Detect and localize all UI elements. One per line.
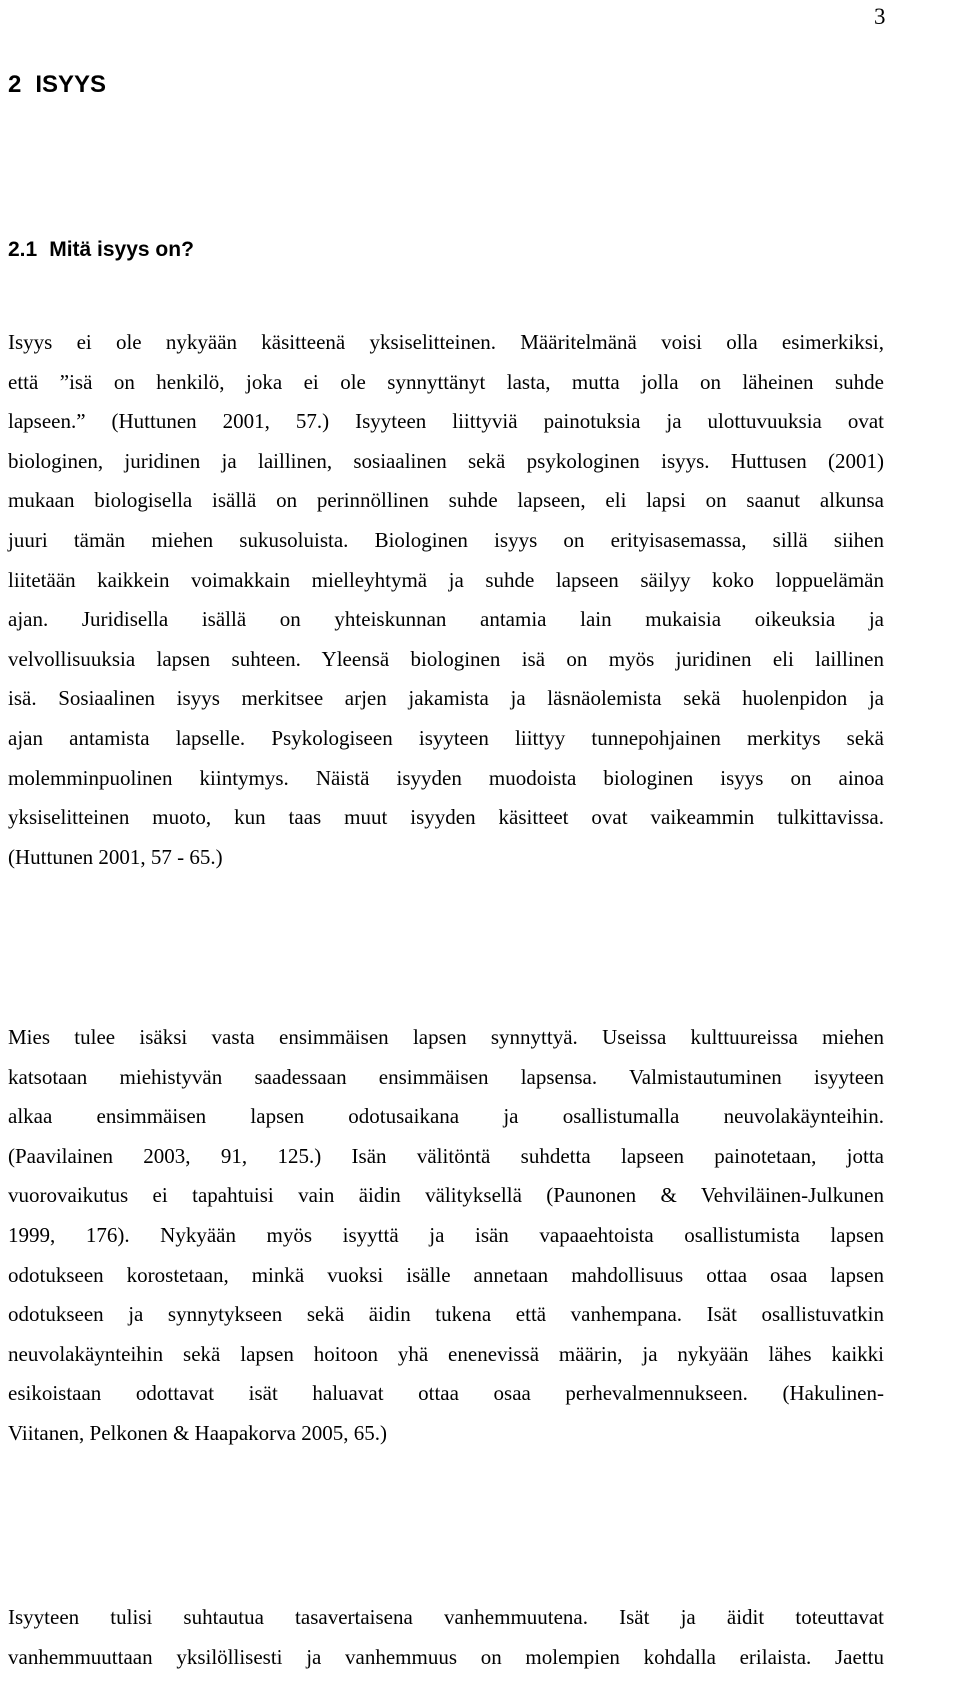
text-line: liitetään kaikkein voimakkain mielleyhtymä ja suhde lapseen säilyy koko loppuelämän [8,567,884,592]
text-line: 1999, 176). Nykyään myös isyyttä ja isän vapaaehtoista osallistumista lapsen [8,1222,884,1247]
text-line: ajan. Juridisella isällä on yhteiskunnan antamia lain mukaisia oikeuksia ja [8,607,884,632]
text-line: biologinen, juridinen ja laillinen, sosiaalinen sekä psykologinen isyys. Huttusen (2001) [8,448,884,473]
text-line: yksiselitteinen muoto, kun taas muut isyyden käsitteet ovat vaikeammin tulkittavissa. [8,805,884,830]
text-line: esikoistaan odottavat isät haluavat ottaa osaa perhevalmennukseen. (Hakulinen- [8,1381,884,1406]
text-line: Isyyteen tulisi suhtautua tasavertaisena vanhemmuutena. Isät ja äidit toteuttavat [8,1605,884,1629]
text-line: että ”isä on henkilö, joka ei ole synnyttänyt lasta, mutta jolla on läheinen suhde [8,369,884,394]
paragraph-equal-parenthood [8,1598,884,1677]
text-line: alkaa ensimmäisen lapsen odotusaikana ja osallistumalla neuvolakäynteihin. [8,1104,884,1129]
text-line: lapseen.” (Huttunen 2001, 57.) Isyyteen liittyviä painotuksia ja ulottuvuuksia ovat [8,409,884,434]
text-line: odotukseen korostetaan, minkä vuoksi isälle annetaan mahdollisuus ottaa osaa lapsen [8,1262,884,1287]
text-line: Viitanen, Pelkonen & Haapakorva 2005, 65.) [8,1420,387,1445]
paragraph-definition-of-fatherhood [8,323,884,877]
text-line: vuorovaikutus ei tapahtuisi vain äidin välityksellä (Paunonen & Vehviläinen-Julkunen [8,1183,884,1208]
text-line: vanhemmuuttaan yksilöllisesti ja vanhemmuus on molempien kohdalla erilaista. Jaettu [8,1644,884,1669]
section-title: Mitä isyys on? [49,238,194,261]
text-line: ajan antamista lapselle. Psykologiseen isyyteen liittyy tunnepohjainen merkitys sekä [8,725,884,750]
section-number: 2.1 [8,238,38,261]
chapter-number: 2 [8,71,22,98]
text-line: katsotaan miehistyvän saadessaan ensimmäisen lapsensa. Valmistautuminen isyyteen [8,1064,884,1089]
text-line: molemminpuolinen kiintymys. Näistä isyyden muodoista biologinen isyys on ainoa [8,765,884,790]
text-line: Isyys ei ole nykyään käsitteenä yksiselitteinen. Määritelmänä voisi olla esimerkiksi, [8,330,884,354]
text-line: neuvolakäynteihin sekä lapsen hoitoon yhä enenevissä määrin, ja nykyään lähes kaikki [8,1341,884,1366]
text-line: isä. Sosiaalinen isyys merkitsee arjen jakamista ja läsnäolemista sekä huolenpidon ja [8,686,884,711]
text-line: velvollisuuksia lapsen suhteen. Yleensä biologinen isä on myös juridinen eli laillinen [8,646,884,671]
text-line: (Huttunen 2001, 57 - 65.) [8,844,223,869]
text-line: odotukseen ja synnytykseen sekä äidin tukena että vanhempana. Isät osallistuvatkin [8,1302,884,1327]
text-line: mukaan biologisella isällä on perinnöllinen suhde lapseen, eli lapsi on saanut alkunsa [8,488,884,513]
chapter-title: ISYYS [35,71,107,98]
text-line: juuri tämän miehen sukusoluista. Biologinen isyys on erityisasemassa, sillä siihen [8,527,884,552]
paragraph-becoming-a-father [8,1018,884,1454]
page-number: 3 [874,4,886,29]
text-line: (Paavilainen 2003, 91, 125.) Isän välitöntä suhdetta lapseen painotetaan, jotta [8,1143,884,1168]
chapter-heading [8,70,106,100]
section-heading [8,236,194,264]
text-line: Mies tulee isäksi vasta ensimmäisen lapsen synnyttyä. Useissa kulttuureissa miehen [8,1025,884,1049]
